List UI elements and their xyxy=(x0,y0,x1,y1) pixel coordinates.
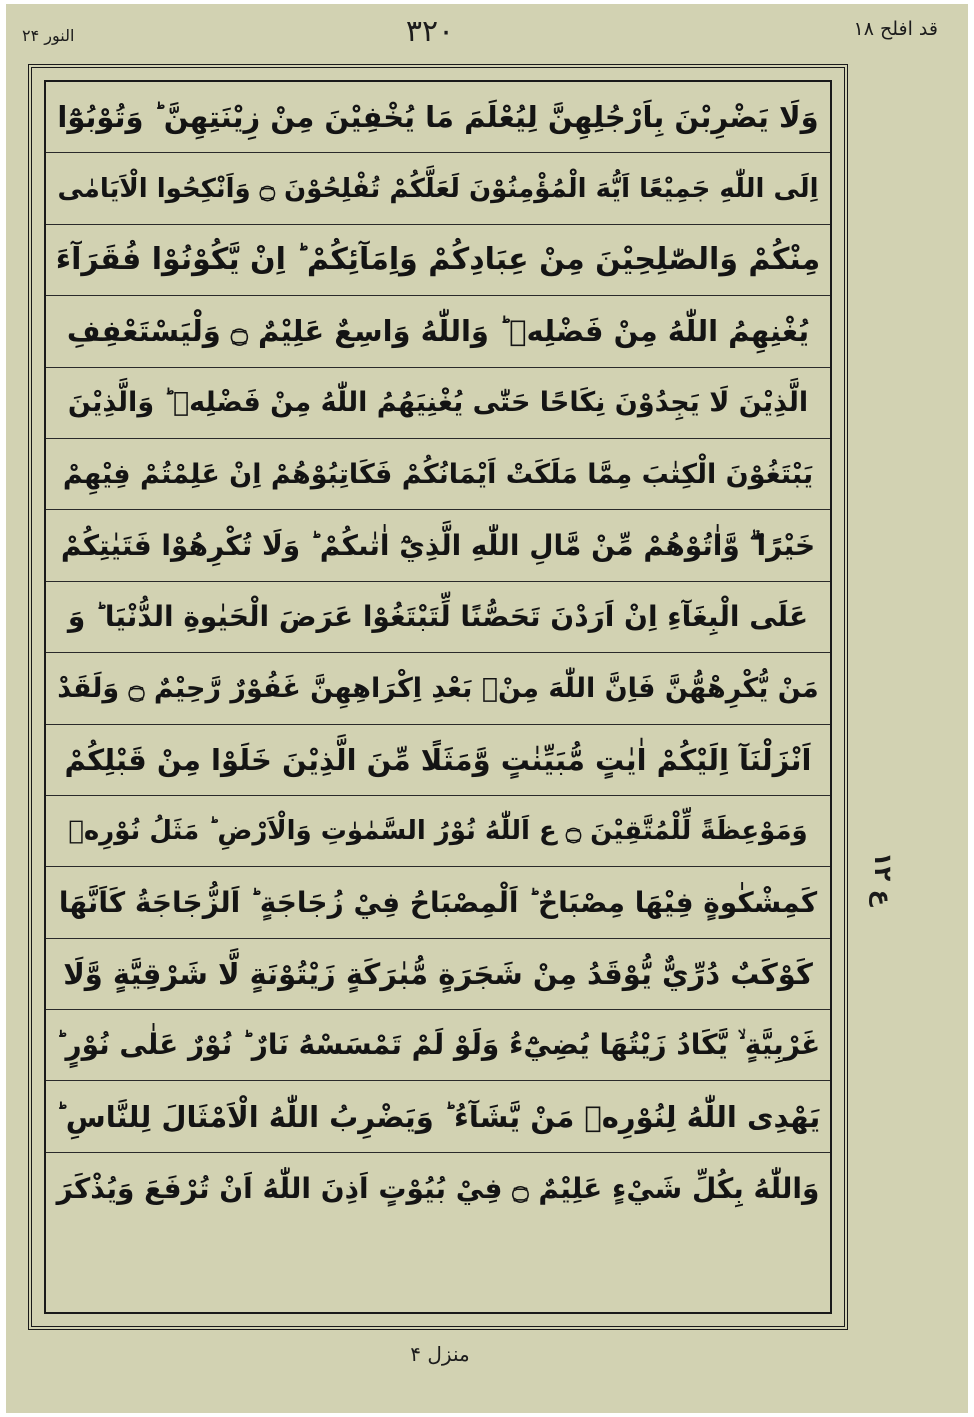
text-line: يُغْنِهِمُ اللّٰهُ مِنْ فَضْلِهٖ ؕ وَاللّٰهُ وَاسِعٌ عَلِيْمٌ ۝ وَلْيَسْتَعْفِفِ xyxy=(46,296,830,367)
text-line: خَيْرًا ۖۗ وَّاٰتُوْهُمْ مِّنْ مَّالِ اللّٰهِ الَّذِيْٓ اٰتٰىكُمْ ؕ وَلَا تُكْرِهُوْا فَتَيٰتِكُمْ xyxy=(46,510,830,581)
text-line: غَرْبِيَّةٍ ۙ يَّكَادُ زَيْتُهَا يُضِيْٓءُ وَلَوْ لَمْ تَمْسَسْهُ نَارٌ ؕ نُوْرٌ عَلٰى نُوْرٍ ؕ xyxy=(46,1010,830,1081)
text-line: عَلَى الْبِغَآءِ اِنْ اَرَدْنَ تَحَصُّنًا لِّتَبْتَغُوْا عَرَضَ الْحَيٰوةِ الدُّنْيَا ؕ وَ xyxy=(46,582,830,653)
text-line: اِلَى اللّٰهِ جَمِيْعًا اَيُّهَ الْمُؤْمِنُوْنَ لَعَلَّكُمْ تُفْلِحُوْنَ ۝ وَاَنْكِحُوا الْاَيَامٰى xyxy=(46,153,830,224)
text-line: مِنْكُمْ وَالصّٰلِحِيْنَ مِنْ عِبَادِكُمْ وَاِمَآئِكُمْ ؕ اِنْ يَّكُوْنُوْا فُقَرَآءَ xyxy=(46,225,830,296)
text-lines xyxy=(46,82,830,1312)
page-number: ۳۲۰ xyxy=(405,14,455,49)
text-line: وَاللّٰهُ بِكُلِّ شَيْءٍ عَلِيْمٌ ۝ فِيْ بُيُوْتٍ اَذِنَ اللّٰهُ اَنْ تُرْفَعَ وَيُذْكَرَ xyxy=(56,1172,820,1206)
text-line: وَلَا يَضْرِبْنَ بِاَرْجُلِهِنَّ لِيُعْلَمَ مَا يُخْفِيْنَ مِنْ زِيْنَتِهِنَّ ؕ وَتُوْبُوْٓا xyxy=(46,82,830,153)
manzil-footer: منزل ۴ xyxy=(410,1342,470,1366)
text-line: يَبْتَغُوْنَ الْكِتٰبَ مِمَّا مَلَكَتْ اَيْمَانُكُمْ فَكَاتِبُوْهُمْ اِنْ عَلِمْتُمْ فِيْهِمْ xyxy=(46,439,830,510)
text-line: اَنْزَلْنَآ اِلَيْكُمْ اٰيٰتٍ مُّبَيِّنٰتٍ وَّمَثَلًا مِّنَ الَّذِيْنَ خَلَوْا مِنْ قَبْلِكُمْ xyxy=(46,725,830,796)
text-line: الَّذِيْنَ لَا يَجِدُوْنَ نِكَاحًا حَتّٰى يُغْنِيَهُمُ اللّٰهُ مِنْ فَضْلِهٖ ؕ وَالَّذِيْنَ xyxy=(46,368,830,439)
juz-label: قد افلح ۱۸ xyxy=(853,18,938,40)
ruku-marker: ع ۱۲ xyxy=(869,852,897,907)
surah-label: النور ۲۴ xyxy=(22,26,75,45)
text-line: وَمَوْعِظَةً لِّلْمُتَّقِيْنَ ۝ ع اَللّٰهُ نُوْرُ السَّمٰوٰتِ وَالْاَرْضِ ؕ مَثَلُ نُوْرِهٖ xyxy=(46,796,830,867)
text-line: مَنْ يُّكْرِهْهُّنَّ فَاِنَّ اللّٰهَ مِنْۢ بَعْدِ اِكْرَاهِهِنَّ غَفُوْرٌ رَّحِيْمٌ ۝ وَلَقَدْ xyxy=(46,653,830,724)
text-line: يَهْدِى اللّٰهُ لِنُوْرِهٖ مَنْ يَّشَآءُ ؕ وَيَضْرِبُ اللّٰهُ الْاَمْثَالَ لِلنَّاسِ ؕ xyxy=(46,1081,830,1152)
text-line: كَوْكَبٌ دُرِّيٌّ يُّوْقَدُ مِنْ شَجَرَةٍ مُّبٰرَكَةٍ زَيْتُوْنَةٍ لَّا شَرْقِيَّةٍ وَّلَا xyxy=(46,939,830,1010)
text-line: كَمِشْكٰوةٍ فِيْهَا مِصْبَاحٌ ؕ اَلْمِصْبَاحُ فِيْ زُجَاجَةٍ ؕ اَلزُّجَاجَةُ كَاَنَّهَا xyxy=(46,867,830,938)
